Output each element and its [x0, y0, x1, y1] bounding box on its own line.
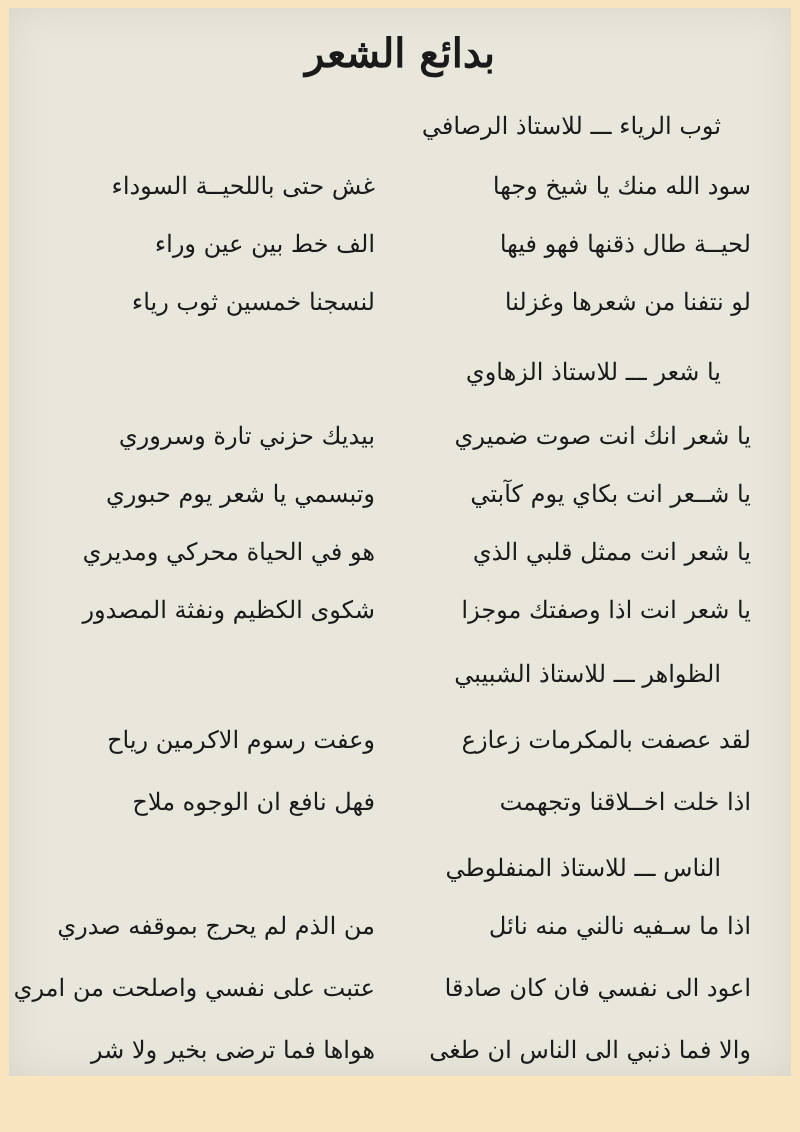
verse-second-hemistich: من الذم لم يحرج بموقفه صدري — [57, 912, 375, 940]
scanned-page — [9, 8, 791, 1076]
verse-second-hemistich: لنسجنا خمسين ثوب رياء — [131, 288, 375, 316]
verse-first-hemistich: يا شعر انك انت صوت ضميري — [454, 422, 751, 450]
verse-second-hemistich: وتبسمي يا شعر يوم حبوري — [105, 480, 375, 508]
verse-second-hemistich: عتبت على نفسي واصلحت من امري — [13, 974, 375, 1002]
section-heading: الظواهر ـــ للاستاذ الشبيبي — [454, 660, 721, 688]
section-heading: الناس ـــ للاستاذ المنفلوطي — [445, 854, 721, 882]
verse-first-hemistich: اذا خلت اخــلاقنا وتجهمت — [499, 788, 751, 816]
verse-second-hemistich: بيديك حزني تارة وسروري — [118, 422, 375, 450]
verse-first-hemistich: لحيــة طال ذقنها فهو فيها — [499, 230, 751, 258]
verse-second-hemistich: فهل نافع ان الوجوه ملاح — [132, 788, 375, 816]
verse-second-hemistich: شكوى الكظيم ونفثة المصدور — [82, 596, 375, 624]
verse-second-hemistich: وعفت رسوم الاكرمين رياح — [107, 726, 375, 754]
verse-first-hemistich: يا شــعر انت بكاي يوم كآبتي — [470, 480, 751, 508]
verse-first-hemistich: اذا ما سـفيه نالني منه نائل — [488, 912, 751, 940]
section-heading: يا شعر ـــ للاستاذ الزهاوي — [465, 358, 721, 386]
verse-first-hemistich: يا شعر انت ممثل قلبي الذي — [472, 538, 751, 566]
section-heading: ثوب الرياء ـــ للاستاذ الرصافي — [421, 112, 721, 140]
verse-first-hemistich: لقد عصفت بالمكرمات زعازع — [461, 726, 751, 754]
page-title: بدائع الشعر — [305, 30, 495, 77]
verse-second-hemistich: هواها فما ترضى بخير ولا شر — [90, 1036, 375, 1064]
verse-first-hemistich: اعود الى نفسي فان كان صادقا — [444, 974, 751, 1002]
verse-second-hemistich: الف خط بين عين وراء — [154, 230, 375, 258]
verse-first-hemistich: سود الله منك يا شيخ وجها — [492, 172, 751, 200]
verse-first-hemistich: والا فما ذنبي الى الناس ان طغى — [429, 1036, 751, 1064]
verse-first-hemistich: لو نتفنا من شعرها وغزلنا — [504, 288, 751, 316]
verse-first-hemistich: يا شعر انت اذا وصفتك موجزا — [461, 596, 751, 624]
verse-second-hemistich: غش حتى باللحيــة السوداء — [111, 172, 375, 200]
verse-second-hemistich: هو في الحياة محركي ومديري — [82, 538, 375, 566]
